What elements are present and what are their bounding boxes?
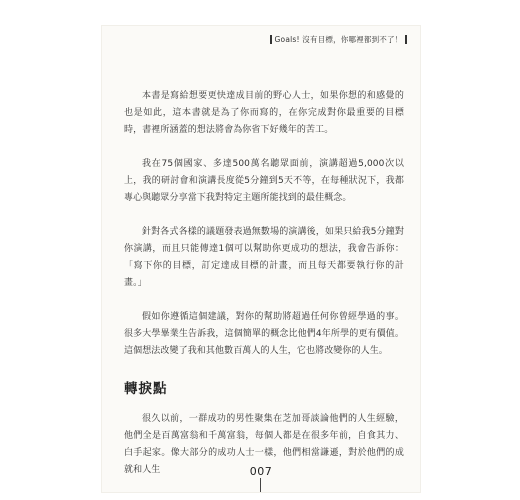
section-heading: 轉捩點	[124, 381, 168, 397]
running-header-title: Goals! 沒有目標，你哪裡都到不了！	[274, 34, 403, 44]
page-number-rule	[260, 478, 261, 492]
header-left-bar	[270, 35, 272, 44]
paragraph-1: 本書是寫給想要更快達成目前的野心人士，如果你想的和感覺的也是如此，這本書就是為了你而寫的，在你完成對你最重要的目標時，書裡所涵蓋的想法將會為你省下好幾年的苦工。	[124, 91, 404, 135]
paragraph-3: 針對各式各樣的議題發表過無數場的演講後，如果只給我5分鐘對你演講，而且只能傳達1個可以幫助你更成功的想法，我會告訴你：「寫下你的目標，訂定達成目標的計畫，而且每天都要執行你的計畫。」	[124, 227, 404, 288]
body-text	[124, 88, 404, 496]
header-right-bar	[405, 35, 407, 44]
page-number: 007	[249, 465, 273, 478]
section-paragraph: 很久以前，一群成功的男性聚集在芝加哥談論他們的人生經驗，他們全是百萬富翁和千萬富翁，每個人都是在很多年前，自食其力、白手起家。像大部分的成功人士一樣，他們相當謙遜，對於他們的成就和人生	[124, 414, 404, 475]
paragraph-4: 假如你遵循這個建議，對你的幫助將超過任何你曾經學過的事。很多大學畢業生告訴我，這個簡單的概念比他們4年所學的更有價值。這個想法改變了我和其他數百萬人的人生，它也將改變你的人生。	[124, 312, 404, 356]
book-page	[102, 26, 420, 492]
running-header	[267, 32, 410, 46]
paragraph-2: 我在75個國家、多達500萬名聽眾面前，演講超過5,000次以上，我的研討會和演講長度從5分鐘到5天不等，在每種狀況下，我都專心與聽眾分享當下我對特定主題所能找到的最佳概念。	[124, 159, 404, 203]
